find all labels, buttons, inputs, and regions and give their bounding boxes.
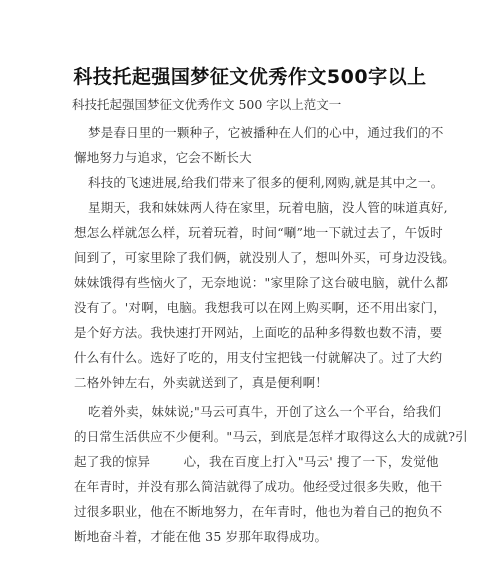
paragraph-line: 过很多职业，他在不断地努力，在年青时，他也为着自己的抱负不 — [74, 504, 443, 519]
paragraph-line: 什么有什么。选好了吃的，用支付宝把钱一付就解决了。过了大约 — [74, 350, 443, 365]
paragraph-line: 星期天，我和妹妹两人待在家里，玩着电脑，没人管的味道真好, — [88, 200, 448, 215]
paragraph-line: 起了我的惊异 心，我在百度上打入"马云' 搜了一下，发觉他 — [74, 454, 439, 469]
paragraph-line: 断地奋斗着，才能在他 35 岁那年取得成功。 — [74, 529, 328, 544]
paragraph-line: 科技的飞速进展,给我们带来了很多的便利,网购,就是其中之一。 — [88, 175, 444, 190]
document-title: 科技托起强国梦征文优秀作文500字以上 — [73, 66, 427, 88]
paragraph-line: 是个好方法。我快速打开网站，上面吃的品种多得数也数不清，要 — [74, 325, 443, 340]
paragraph-line: 梦是春日里的一颗种子，它被播种在人们的心中，通过我们的不 — [88, 125, 444, 140]
bottom-fade — [0, 548, 500, 566]
paragraph-line: 的日常生活供应不少便利。"马云，到底是怎样才取得这么大的成就?引 — [74, 429, 468, 444]
paragraph-line: 没有了。'对啊，电脑。我想我可以在网上购买啊，还不用出家门， — [74, 300, 446, 315]
paragraph-line: 间到了，可家里除了我们俩，就没别人了，想叫外买，可身边没钱。 — [74, 250, 456, 265]
paragraph-line: 想怎么样就怎么样，玩着玩着，时间“唰”地一下就过去了，午饭时 — [74, 225, 443, 240]
paragraph-line: 懈地努力与追求，它会不断长大 — [74, 150, 252, 165]
document-subtitle: 科技托起强国梦征文优秀作文 500 字以上范文一 — [72, 97, 342, 112]
paragraph-line: 吃着外卖，妹妹说;"马云可真牛，开创了这么一个平台，给我们 — [88, 404, 442, 419]
paragraph-line: 妹妹饿得有些恼火了，无奈地说："家里除了这台破电脑，就什么都 — [74, 275, 449, 290]
paragraph-line: 在年青时，并没有那么简洁就得了成功。他经受过很多失败，他干 — [74, 479, 443, 494]
paragraph-line: 二格外钟左右，外卖就送到了，真是便利啊！ — [74, 375, 329, 390]
